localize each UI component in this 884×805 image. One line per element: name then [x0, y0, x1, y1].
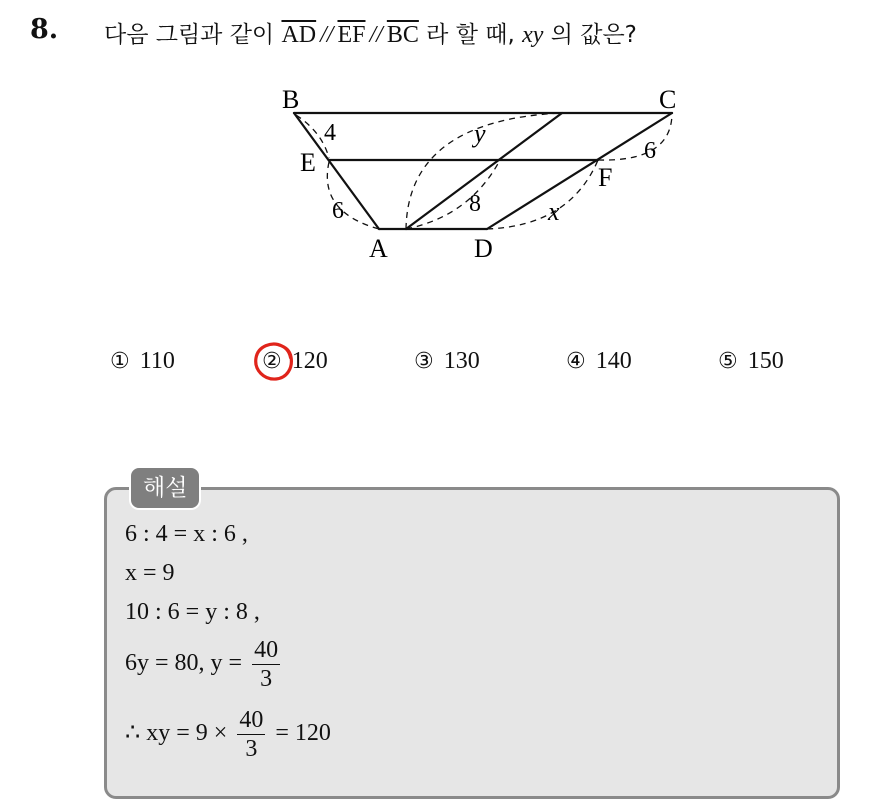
choice-5-value: 150: [747, 348, 784, 374]
choice-5[interactable]: [718, 348, 784, 375]
fraction-denominator: 3: [260, 666, 273, 692]
solution-line-2: x = 9: [125, 560, 175, 586]
length-diag-label: 8: [469, 191, 481, 217]
solution-line-5: [125, 706, 331, 763]
choice-3-value: 130: [443, 348, 480, 374]
segment-bc: $\overline{BC}$: [386, 22, 419, 48]
parallel-symbol-2: //: [369, 22, 383, 48]
point-a-label: A: [369, 234, 388, 263]
segment-ef: $\overline{EF}$: [337, 22, 366, 48]
fraction-numerator-final: 40: [239, 707, 264, 733]
solution-line-4: [125, 636, 284, 693]
answer-choices: [0, 348, 884, 388]
length-be-label: 4: [324, 120, 336, 146]
fraction-40-over-3-final: [237, 706, 265, 763]
choice-5-mark: ⑤: [718, 349, 738, 374]
fraction-numerator: 40: [254, 637, 279, 663]
segment-ad: $\overline{AD}$: [281, 22, 317, 48]
answer-circle-icon: [252, 340, 296, 384]
solution-line-3: 10 : 6 = y : 8 ,: [125, 599, 260, 625]
length-y-label: y: [474, 119, 486, 148]
choice-4[interactable]: [566, 348, 632, 375]
parallel-symbol-1: //: [320, 22, 334, 48]
question-prefix: 다음 그림과 같이: [104, 22, 275, 48]
trapezoid-figure: [0, 0, 884, 300]
point-f-label: F: [598, 163, 613, 192]
fraction-40-over-3: [252, 636, 280, 693]
point-b-label: B: [282, 85, 300, 114]
choice-3-mark: ③: [414, 349, 434, 374]
solution-line-1: 6 : 4 = x : 6 ,: [125, 521, 248, 547]
choice-1[interactable]: [110, 348, 175, 375]
length-ea-label: 6: [332, 198, 344, 224]
solution-line-5-lhs: ∴ xy = 9 ×: [125, 720, 228, 747]
choice-2-value: 120: [291, 348, 328, 374]
point-c-label: C: [659, 85, 677, 114]
question-variable: xy: [522, 22, 544, 48]
solution-tab: 해설: [129, 466, 201, 510]
question-mid: 라 할 때,: [426, 22, 515, 48]
choice-4-mark: ④: [566, 349, 586, 374]
solution-line-4-lhs: 6y = 80, y =: [125, 650, 243, 677]
question-suffix: 의 값은?: [550, 22, 637, 48]
choice-3[interactable]: [414, 348, 480, 375]
choice-1-value: 110: [139, 348, 175, 374]
choice-2-mark: ②: [262, 349, 282, 374]
choice-1-mark: ①: [110, 349, 130, 374]
point-d-label: D: [474, 234, 493, 263]
side-dc-line: [487, 113, 672, 229]
choice-4-value: 140: [595, 348, 632, 374]
fraction-denominator-final: 3: [245, 736, 258, 762]
solution-line-5-rhs: = 120: [275, 720, 331, 747]
length-x-label: x: [548, 197, 560, 226]
question-number: 8.: [30, 14, 59, 45]
point-e-label: E: [300, 148, 316, 177]
length-cf-label: 6: [644, 138, 656, 164]
